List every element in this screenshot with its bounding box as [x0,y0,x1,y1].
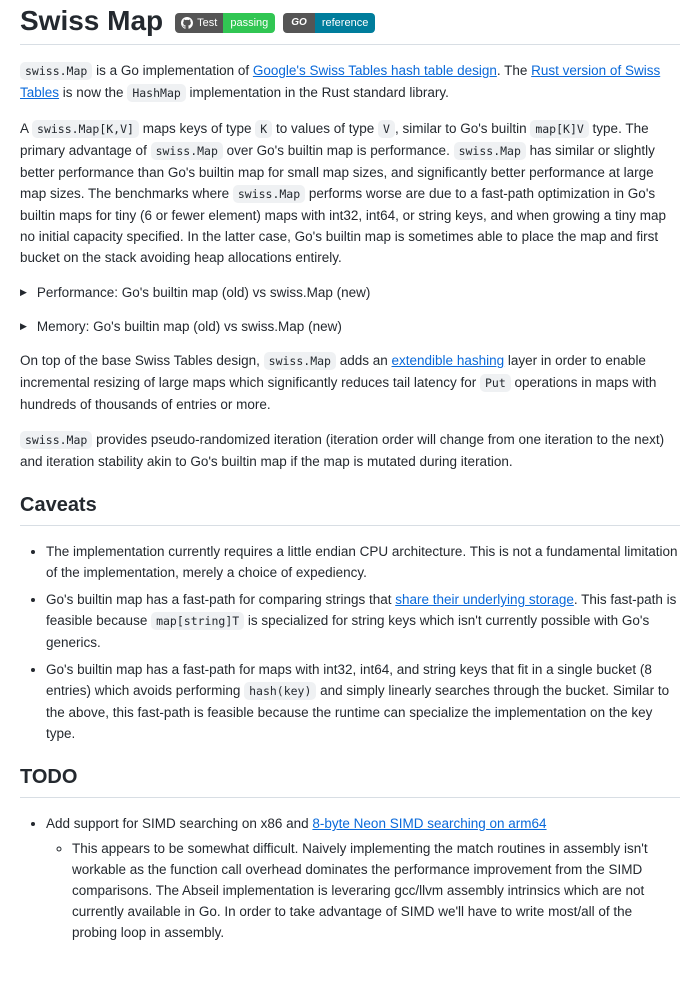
todo-item-text [46,816,547,831]
inline-code: swiss.Map[K,V] [32,120,139,138]
inline-code: swiss.Map [233,185,305,203]
go-reference-badge[interactable] [283,13,375,33]
text-run: maps keys of type [138,121,256,136]
github-octocat-icon [181,17,193,29]
inline-code: map[K]V [530,120,588,138]
test-badge-label [175,13,223,33]
inline-code: swiss.Map [20,431,92,449]
text-run: and simply linearly searches through the bucket. Similar to the above, this fast-path is feasible because the runtime can specialize the implementation on the key type. [46,683,670,741]
text-link[interactable]: extendible hashing [391,353,505,368]
paragraph-iteration [20,429,680,472]
paragraph-intro [20,60,680,104]
test-badge-label-text: Test [197,16,218,29]
details-performance-summary[interactable] [20,282,680,303]
list-item [46,589,680,653]
todo-list [20,813,680,943]
list-item [46,541,680,583]
text-run: implementation in the Rust standard library. [185,85,449,100]
triangle-collapsed-icon: ▶ [20,321,27,331]
inline-code: map[string]T [151,612,244,630]
text-run: to values of type [272,121,379,136]
inline-code: hash(key) [244,682,316,700]
inline-code: Put [480,374,511,392]
caveats-list [20,541,680,744]
inline-code: V [378,120,395,138]
inline-code: K [255,120,272,138]
inline-code: swiss.Map [151,142,223,160]
badge-group [175,13,375,33]
inline-code: HashMap [127,84,185,102]
todo-sublist [46,838,680,943]
text-link[interactable]: share their underlying storage [395,592,574,607]
text-run: has similar or slightly better performance than Go's builtin map for small map sizes, and significantly better performance at large map sizes. The benchmarks where [20,143,655,201]
list-item [46,813,680,943]
list-item [72,838,680,943]
text-run: over Go's builtin map is performance. [222,143,454,158]
details-performance-label: Performance: Go's builtin map (old) vs swiss.Map (new) [36,285,371,300]
text-run: This appears to be somewhat difficult. Naively implementing the match routines in assembly isn't workable as the function call overhead dominates the performance improvement from the SIMD comparisons. The Abseil implementation is leveraring gcc/llvm assembly intrinsics which are not currently available in Go. In order to take advantage of SIMD we'll have to write most/all of the probing loop in assembly. [72,841,648,940]
test-status-badge[interactable] [175,13,275,33]
details-memory-summary[interactable] [20,316,680,337]
text-run: operations in maps with hundreds of thousands of entries or more. [20,375,657,412]
caveats-heading: Caveats [20,494,680,526]
text-run: , similar to Go's builtin [394,121,531,136]
text-run: type. The primary advantage of [20,121,649,158]
details-memory-label: Memory: Go's builtin map (old) vs swiss.Map (new) [36,319,342,334]
go-logo-icon: GO [291,17,307,28]
text-run: performs worse are due to a fast-path optimization in Go's builtin maps for tiny (6 or fewer element) maps with int32, int64, or string keys, and when growing a tiny map no initial capacity specified. In the latter case, Go's builtin map is sometimes able to place the map and first bucket on the stack avoiding heap allocations entirely. [20,186,667,265]
list-item [46,659,680,744]
details-performance [20,282,680,303]
text-run: layer in order to enable incremental resizing of large maps which significantly reduces tail latency for [20,353,646,390]
inline-code: swiss.Map [454,142,526,160]
text-link[interactable]: 8-byte Neon SIMD searching on arm64 [312,816,547,831]
text-run: is specialized for string keys which isn't currently possible with Go's generics. [46,613,650,650]
text-run: A [20,121,33,136]
text-run: Add support for SIMD searching on x86 and [46,816,313,831]
text-run: adds an [335,353,392,368]
text-run: is a Go implementation of [92,63,253,78]
text-run: The implementation currently requires a little endian CPU architecture. This is not a fundamental limitation of the implementation, merely a choice of expediency. [46,544,678,580]
inline-code: swiss.Map [20,62,92,80]
text-link[interactable]: Google's Swiss Tables hash table design [252,63,497,78]
inline-code: swiss.Map [264,352,336,370]
text-run: is now the [59,85,128,100]
todo-heading: TODO [20,766,680,798]
go-badge-value: reference [315,13,375,33]
text-link[interactable]: Rust version of Swiss Tables [20,63,661,100]
text-run: Go's builtin map has a fast-path for maps with int32, int64, and string keys that fit in a single bucket (8 entries) which avoids performing [46,662,652,698]
triangle-collapsed-icon: ▶ [20,287,27,297]
go-badge-label [283,13,315,33]
page-title: Swiss Map [20,5,164,36]
text-run: On top of the base Swiss Tables design, [20,353,264,368]
test-badge-status: passing [223,13,275,33]
text-run: . The [496,63,532,78]
text-run: Go's builtin map has a fast-path for comparing strings that [46,592,396,607]
paragraph-extendible-hashing [20,350,680,415]
text-run: . This fast-path is feasible because [46,592,677,628]
details-memory [20,316,680,337]
page-title-row [20,2,680,45]
paragraph-advantage [20,118,680,268]
text-run: provides pseudo-randomized iteration (iteration order will change from one iteration to the next) and iteration stability akin to Go's builtin map if the map is mutated during iteration. [20,432,665,469]
